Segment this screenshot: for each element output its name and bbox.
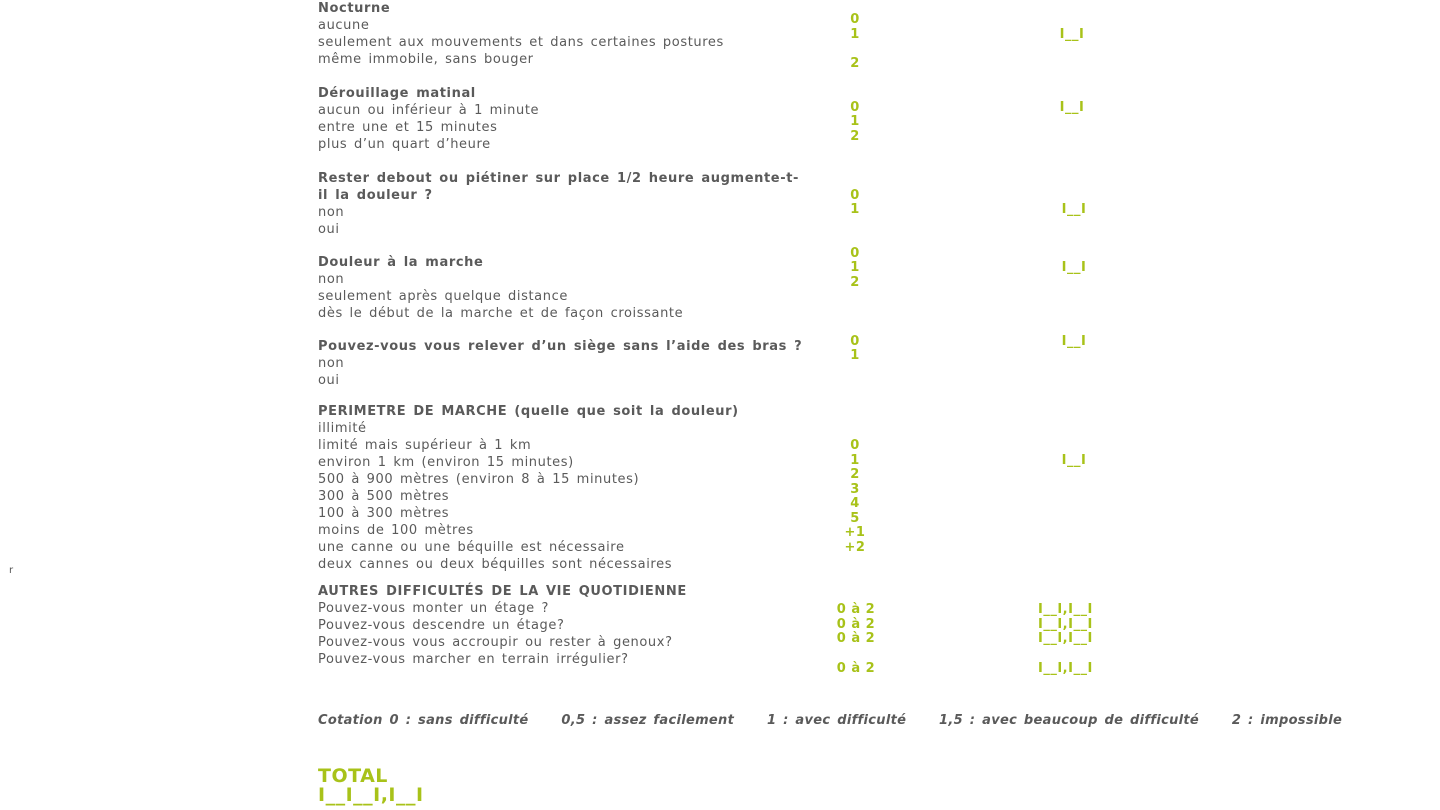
score-derouillage-0: 0	[850, 100, 860, 115]
option-debout-0: non	[318, 205, 345, 220]
option-derouillage-2: plus d’un quart d’heure	[318, 137, 491, 152]
option-perimetre-7: une canne ou une béquille est nécessaire	[318, 540, 625, 555]
score-marche-2: 2	[850, 275, 860, 290]
score-autres-0: 0 à 2	[836, 602, 876, 617]
section-title-perimetre: PERIMETRE DE MARCHE (quelle que soit la douleur)	[318, 404, 739, 419]
score-autres-3: 0 à 2	[836, 661, 876, 676]
option-perimetre-6: moins de 100 mètres	[318, 523, 474, 538]
score-derouillage-2: 2	[850, 129, 860, 144]
option-perimetre-1: limité mais supérieur à 1 km	[318, 438, 532, 453]
score-siege-1: 1	[850, 348, 860, 363]
answer-box-autres-2[interactable]: I__I,I__I	[1038, 631, 1093, 646]
score-perimetre-5: 5	[850, 511, 860, 526]
option-autres-1: Pouvez-vous descendre un étage?	[318, 618, 565, 633]
section-title-debout-line1: Rester debout ou piétiner sur place 1/2 heure augmente-t-	[318, 171, 800, 186]
answer-box-derouillage[interactable]: I__I	[1059, 100, 1085, 115]
score-marche-0: 0	[850, 246, 860, 261]
option-nocturne-1: seulement aux mouvements et dans certaines postures	[318, 35, 724, 50]
option-derouillage-0: aucun ou inférieur à 1 minute	[318, 103, 540, 118]
score-derouillage-1: 1	[850, 114, 860, 129]
option-nocturne-2: même immobile, sans bouger	[318, 52, 534, 67]
cotation-item-3: 1,5 : avec beaucoup de difficulté	[939, 713, 1200, 728]
score-perimetre-0: 0	[850, 438, 860, 453]
option-marche-0: non	[318, 272, 345, 287]
cotation-item-2: 1 : avec difficulté	[766, 713, 907, 728]
section-title-derouillage: Dérouillage matinal	[318, 86, 476, 101]
score-perimetre-4: 4	[850, 496, 860, 511]
answer-box-perimetre[interactable]: I__I	[1061, 453, 1087, 468]
option-perimetre-0: illimité	[318, 421, 367, 436]
answer-box-marche[interactable]: I__I	[1061, 260, 1087, 275]
option-autres-3: Pouvez-vous marcher en terrain irrégulier?	[318, 652, 629, 667]
answer-box-autres-1[interactable]: I__I,I__I	[1038, 617, 1093, 632]
option-marche-2: dès le début de la marche et de façon croissante	[318, 306, 684, 321]
score-nocturne-0: 0	[850, 12, 860, 27]
total-label: TOTAL	[318, 765, 388, 787]
section-title-nocturne: Nocturne	[318, 1, 391, 16]
option-autres-2: Pouvez-vous vous accroupir ou rester à genoux?	[318, 635, 673, 650]
answer-box-debout[interactable]: I__I	[1061, 202, 1087, 217]
option-autres-0: Pouvez-vous monter un étage ?	[318, 601, 550, 616]
option-perimetre-5: 100 à 300 mètres	[318, 506, 450, 521]
score-siege-0: 0	[850, 334, 860, 349]
score-perimetre-3: 3	[850, 482, 860, 497]
option-marche-1: seulement après quelque distance	[318, 289, 568, 304]
answer-box-autres-0[interactable]: I__I,I__I	[1038, 602, 1093, 617]
cotation-item-1: 0,5 : assez facilement	[561, 713, 735, 728]
answer-box-siege[interactable]: I__I	[1061, 334, 1087, 349]
option-siege-0: non	[318, 356, 345, 371]
score-autres-1: 0 à 2	[836, 617, 876, 632]
option-debout-1: oui	[318, 222, 340, 237]
option-perimetre-4: 300 à 500 mètres	[318, 489, 450, 504]
score-perimetre-7: +2	[844, 540, 866, 555]
section-title-siege: Pouvez-vous vous relever d’un siège sans l’aide des bras ?	[318, 339, 803, 354]
cotation-item-4: 2 : impossible	[1231, 713, 1343, 728]
section-title-marche: Douleur à la marche	[318, 255, 484, 270]
section-title-debout-line2: il la douleur ?	[318, 188, 433, 203]
option-perimetre-8: deux cannes ou deux béquilles sont nécessaires	[318, 557, 673, 572]
score-perimetre-6: +1	[844, 525, 866, 540]
score-marche-1: 1	[850, 260, 860, 275]
score-nocturne-1: 1	[850, 27, 860, 42]
option-nocturne-0: aucune	[318, 18, 370, 33]
cotation-item-0: Cotation 0 : sans difficulté	[318, 713, 529, 728]
total-answer-box[interactable]: I__I__I,I__I	[318, 784, 424, 806]
option-perimetre-3: 500 à 900 mètres (environ 8 à 15 minutes)	[318, 472, 640, 487]
score-nocturne-2: 2	[850, 56, 860, 71]
option-siege-1: oui	[318, 373, 340, 388]
score-perimetre-1: 1	[850, 453, 860, 468]
answer-box-nocturne[interactable]: I__I	[1059, 27, 1085, 42]
cotation-legend	[318, 713, 1368, 728]
score-autres-2: 0 à 2	[836, 631, 876, 646]
option-derouillage-1: entre une et 15 minutes	[318, 120, 498, 135]
section-title-autres: AUTRES DIFFICULTÉS DE LA VIE QUOTIDIENNE	[318, 584, 687, 599]
option-perimetre-2: environ 1 km (environ 15 minutes)	[318, 455, 574, 470]
score-perimetre-2: 2	[850, 467, 860, 482]
answer-box-autres-3[interactable]: I__I,I__I	[1038, 661, 1093, 676]
stray-mark: r	[9, 565, 14, 576]
score-debout-0: 0	[850, 188, 860, 203]
score-debout-1: 1	[850, 202, 860, 217]
